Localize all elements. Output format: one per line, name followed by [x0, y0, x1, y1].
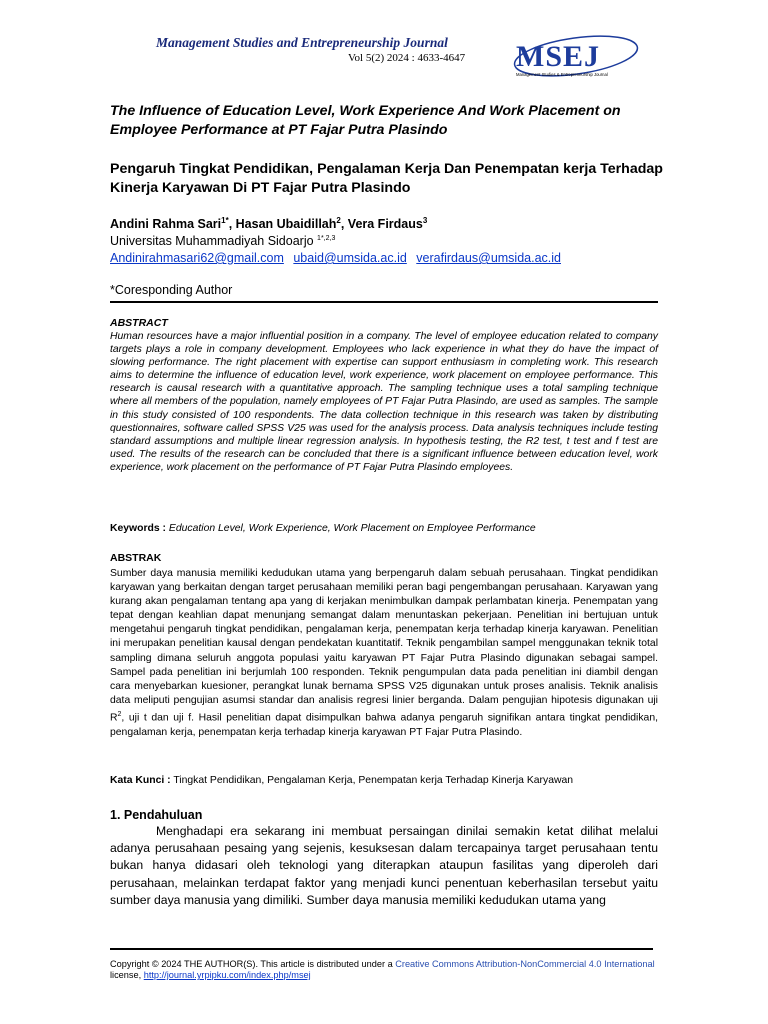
author-3: Vera Firdaus: [347, 217, 423, 232]
section-text: Menghadapi era sekarang ini membuat persaingan dinilai semakin ketat dilihat melalui adanya perusahaan pesaing yang sejenis, kesuksesan dalam tercapainya target perusahaan tentu bukan hanya didasari oleh teknologi yang diterapkan ataupun fasilitas yang diperoleh dari perusahaan, melainkan terdapat faktor yang menjadi kunci penentuan keberhasilan tersebut yaitu sumber daya manusia yang dimiliki. Sumber daya manusia memiliki kedudukan utama yang: [110, 824, 658, 907]
abstrak-text: Sumber daya manusia memiliki kedudukan utama yang berpengaruh dalam sebuah perusahaan. Tingkat pendidikan karyawan yang berkaitan dengan target perusahaan memiliki peran bagi pengembangan perusahaan. Karyawan yang kurang akan pengalaman tentang apa yang di kerjakan menimbulkan dampak perlambatan kinerja. Penempatan yang tepat dengan keahlian dapat menunjang semangat dalam menuntaskan pekerjaan. Penelitian ini bertujuan untuk mengetahui pengaruh tingkat pendidikan, pengalaman kerja, penempatan kerja terhadap kinerja karyawan. Penelitian ini merupakan penelitian kausal dengan pendekatan kuantitatif. Teknik pengambilan sampel menggunakan teknik total sampling dimana seluruh anggota populasi yaitu karyawan PT Fajar Putra Plasindo digunakan sebagai sampel. Sampel pada penelitian ini berjumlah 100 responden. Teknik pengumpulan data pada penelitian ini diambil dengan cara menyebarkan kuesioner, perangkat lunak bernama SPSS V25 digunakan untuk proses analisis. Teknik analisis data meliputi pengujian asumsi standar dan analisis regresi linier berganda. Dalam pengujian hipotesis digunakan uji $R^2$, uji t dan uji f. Hasil penelitian dapat disimpulkan bahwa adanya pengaruh signifikan antara tingkat pendidikan, pengalaman kerja, penempatan kerja terhadap kinerja karyawan PT Fajar Putra Plasindo.: [110, 568, 658, 738]
journal-name: Management Studies and Entrepreneurship Journal: [156, 35, 448, 50]
abstrak-sup: 2: [117, 710, 122, 718]
email-link-2[interactable]: ubaid@umsida.ac.id: [293, 251, 407, 265]
footer: [110, 959, 658, 981]
paper-title-english: The Influence of Education Level, Work Experience And Work Placement on Employee Performance at PT Fajar Putra Plasindo: [110, 103, 621, 138]
kata-kunci: [110, 775, 573, 786]
divider-footer: [110, 948, 653, 950]
footer-journal-url[interactable]: http://journal.yrpipku.com/index.php/msej: [143, 970, 311, 980]
corresponding-author-note: *Coresponding Author: [110, 283, 233, 297]
author-2-sup: 2: [336, 216, 341, 225]
divider-top: [110, 301, 658, 303]
author-2: Hasan Ubaidillah: [235, 217, 337, 232]
email-link-1[interactable]: Andinirahmasari62@gmail.com: [110, 251, 284, 265]
logo-text: MSEJ: [516, 40, 601, 73]
kata-kunci-label: Kata Kunci :: [110, 775, 171, 786]
abstract-heading: ABSTRACT: [110, 317, 168, 329]
keywords: [110, 523, 536, 534]
paper-title-indonesian: Pengaruh Tingkat Pendidikan, Pengalaman Kerja Dan Penempatan kerja Terhadap Kinerja Karyawan Di PT Fajar Putra Plasindo: [110, 161, 663, 196]
kata-kunci-text: Tingkat Pendidikan, Pengalaman Kerja, Penempatan kerja Terhadap Kinerja Karyawan: [173, 775, 574, 786]
affiliation-sup: 1*,2,3: [317, 234, 336, 242]
logo-subtitle: Management Studies & Entrepreneurship Journal: [516, 72, 608, 77]
footer-copyright: Copyright © 2024 THE AUTHOR(S). This article is distributed under a: [110, 959, 393, 969]
abstrak-heading: ABSTRAK: [110, 552, 162, 564]
footer-license-word: license,: [110, 970, 142, 980]
footer-license-link[interactable]: Creative Commons Attribution-NonCommercial 4.0 International: [395, 959, 655, 969]
author-1-sup: 1*: [221, 216, 229, 225]
keywords-text: Education Level, Work Experience, Work Placement on Employee Performance: [168, 523, 536, 534]
abstract-text: Human resources have a major influential position in a company. The level of employee education related to company targets plays a role in company development. Employees who lack experience in what they do have the impact of slowing performance. The right placement with expertise can support enthusiasm in completing work. This research aims to determine the influence of education level, work experience, work placement on employee performance. This research is causal research with a quantitative approach. The sampling technique uses a total sampling technique where all members of the population, namely employees of PT Fajar Putra Plasindo, are used as samples. The sample in this study consisted of 100 respondents. The data collection technique in this research was taken by distributing questionnaires, software called SPSS V25 was used for the analysis process. Data analysis techniques include testing standard assumptions and multiple linear regression analysis. In hypothesis testing, the R2 test, t test and f test are used. The results of the research can be concluded that there is a significant influence between education level, work experience, work placement on the performance of PT Fajar Putra Plasindo employees.: [110, 331, 658, 473]
email-link-3[interactable]: verafirdaus@umsida.ac.id: [416, 251, 561, 265]
author-3-sup: 3: [422, 216, 428, 225]
keywords-label: Keywords :: [110, 523, 167, 534]
journal-logo: [510, 30, 642, 82]
author-1: Andini Rahma Sari: [110, 217, 222, 232]
affiliation: Universitas Muhammadiyah Sidoarjo $^{1*,2,3}$: [110, 234, 336, 248]
section-heading: 1. Pendahuluan: [110, 808, 203, 822]
journal-volume: Vol 5(2) 2024 : 4633-4647: [348, 52, 466, 64]
author-list: Andini Rahma Sari$^{1*}$, Hasan Ubaidillah$^2$, Vera Firdaus$^3$: [110, 216, 428, 232]
author-emails: [110, 251, 567, 265]
